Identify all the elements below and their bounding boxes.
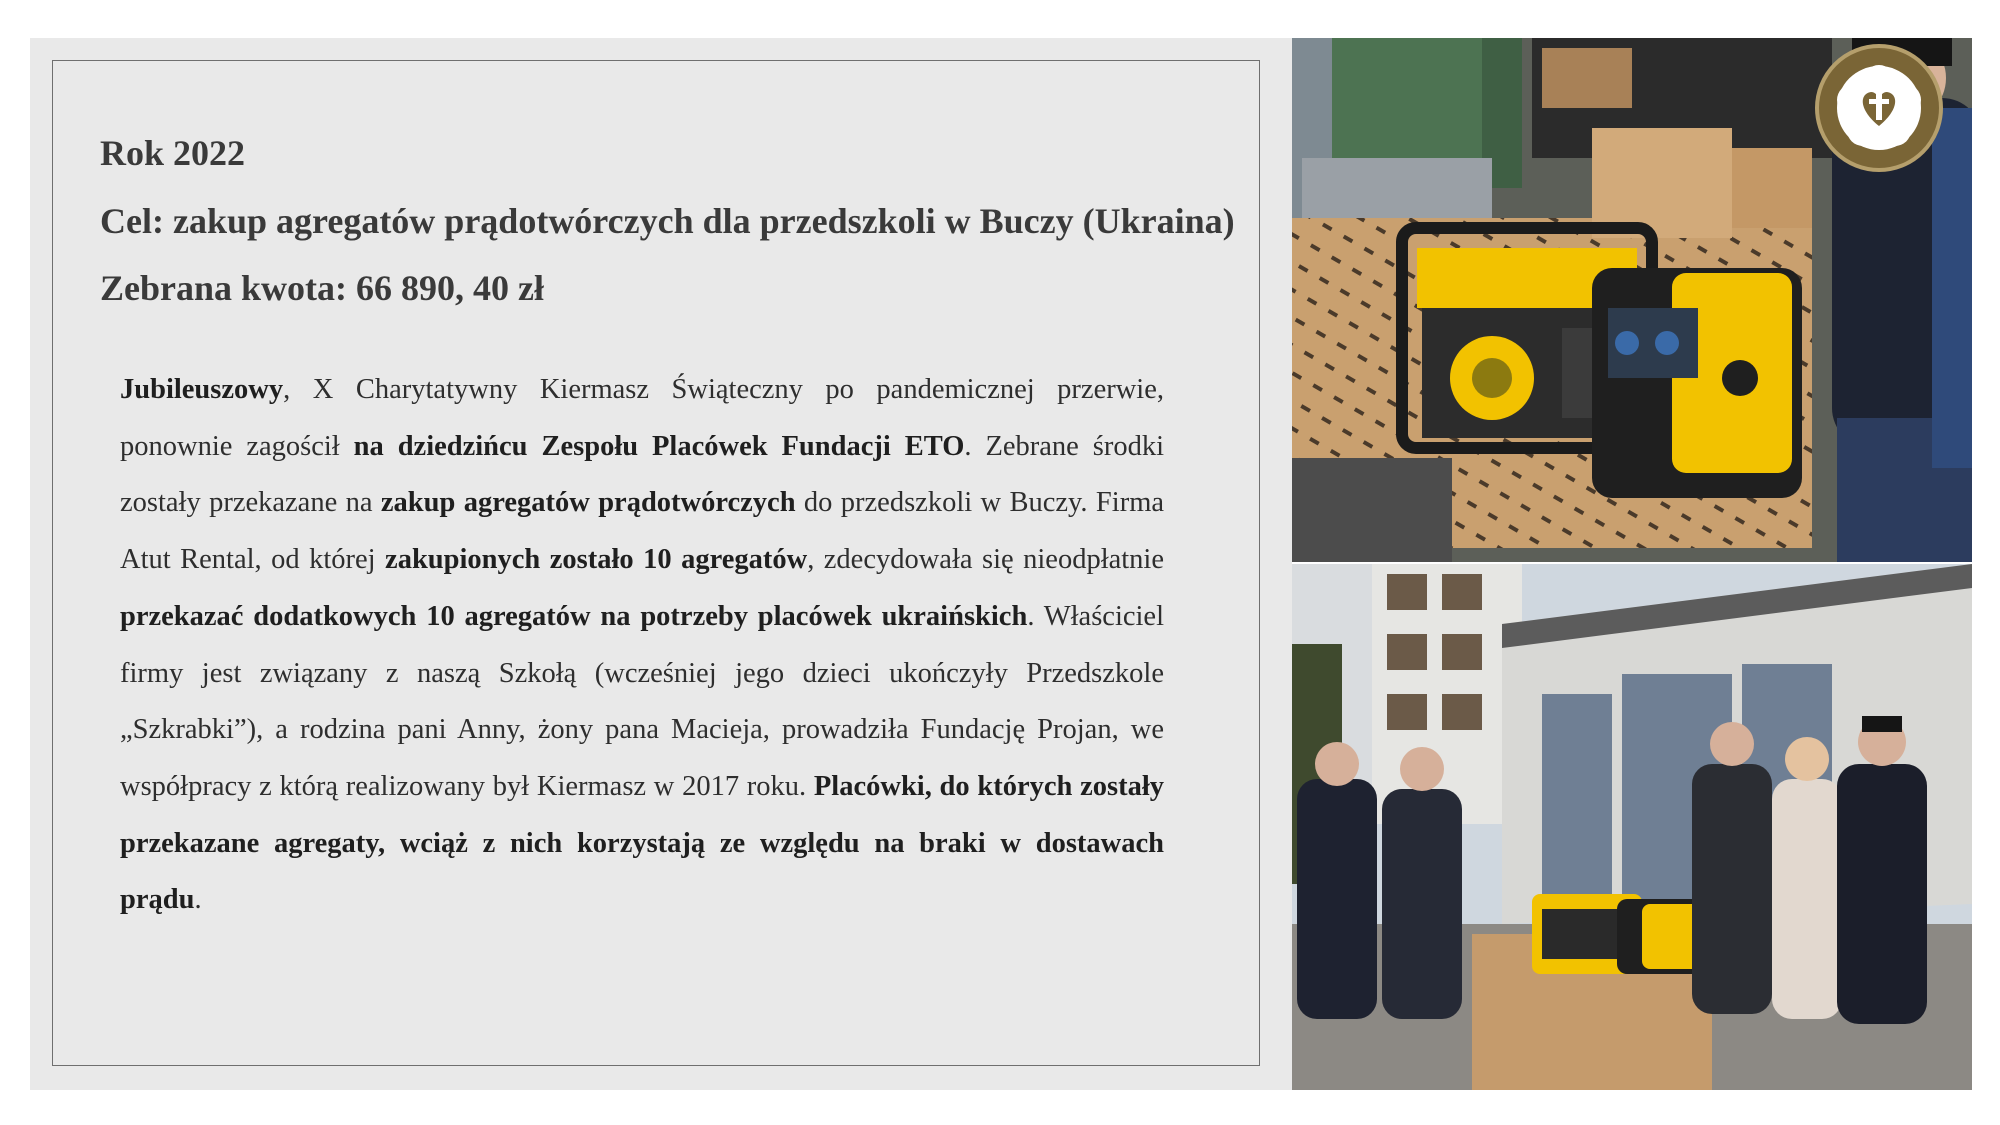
amount-heading: Zebrana kwota: 66 890, 40 zł (100, 268, 544, 308)
emphasis-jubilee: Jubileuszowy (120, 374, 284, 405)
description-paragraph (120, 362, 1164, 929)
emphasis-purchase: zakup agregatów prądotwórczych (380, 487, 796, 519)
emphasis-still-used: Placówki, do których zostały przekazane agregaty, wciąż z nich korzystają ze względu na braki w dostawach prądu (120, 770, 1164, 916)
emphasis-location: na dziedzińcu Zespołu Placówek Fundacji ETO (353, 430, 965, 462)
cross-rose-seal-icon (1815, 44, 1943, 172)
text-segment: . (194, 884, 202, 916)
goal-heading: Cel: zakup agregatów prądotwórczych dla przedszkoli w Buczy (Ukraina) (100, 201, 1235, 241)
year-heading: Rok 2022 (100, 133, 246, 173)
text-segment: , X Charytatywny Kiermasz Świąteczny po pandemicznej przerwie, ponownie zagościł (120, 374, 1164, 462)
emphasis-donation: przekazać dodatkowych 10 agregatów na potrzeby placówek ukraińskich (120, 600, 1028, 632)
group-photo-with-generators (1292, 564, 1972, 1090)
text-segment: . Zebrane środki zostały przekazane na (120, 430, 1164, 519)
emphasis-bought-count: zakupionych zostało 10 agregatów (385, 544, 808, 576)
text-segment: . Właściciel firmy jest związany z naszą Szkołą (wcześniej jego dzieci ukończyły Przedszkole „Szkrabki”), a rodzina pani Anny, żony pana Macieja, prowadziła Fundację Projan, we współpracy z którą realizowany był Kiermasz w 2017 roku. (120, 600, 1164, 802)
text-segment: , zdecydowała się nieodpłatnie (807, 544, 1164, 576)
text-segment: do przedszkoli w Buczy. Firma Atut Rental, od której (120, 487, 1165, 576)
